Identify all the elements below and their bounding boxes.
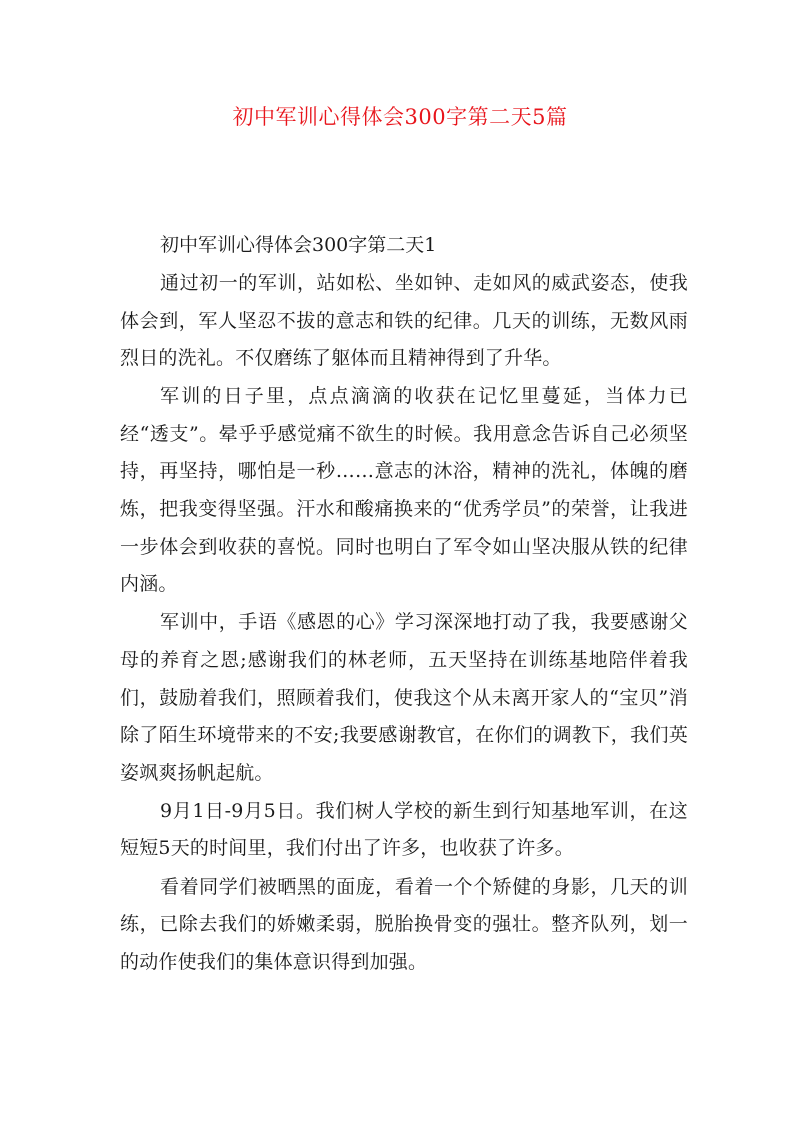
paragraph-4: 9月1日-9月5日。我们树人学校的新生到行知基地军训，在这短短5天的时间里，我们付出了许多，也收获了许多。 xyxy=(120,799,688,860)
paragraph-1: 通过初一的军训，站如松、坐如钟、走如风的威武姿态，使我体会到，军人坚忍不拔的意志和铁的纪律。几天的训练，无数风雨烈日的洗礼。不仅磨练了躯体而且精神得到了升华。 xyxy=(120,272,688,370)
paragraph-3: 军训中，手语《感恩的心》学习深深地打动了我，我要感谢父母的养育之恩;感谢我们的林老师，五天坚持在训练基地陪伴着我们，鼓励着我们，照顾着我们，使我这个从未离开家人的“宝贝”消除了陌生环境带来的不安;我要感谢教官，在你们的调教下，我们英姿飒爽扬帆起航。 xyxy=(120,611,688,784)
document-title: 初中军训心得体会300字第二天5篇 xyxy=(232,105,568,129)
paragraph-2: 军训的日子里，点点滴滴的收获在记忆里蔓延，当体力已经“透支”。晕乎乎感觉痛不欲生的时候。我用意念告诉自己必须坚持，再坚持，哪怕是一秒……意志的沐浴，精神的洗礼，体魄的磨炼，把我变得坚强。汗水和酸痛换来的“优秀学员”的荣誉，让我进一步体会到收获的喜悦。同时也明白了军令如山坚决服从铁的纪律内涵。 xyxy=(120,385,688,596)
section-heading: 初中军训心得体会300字第二天1 xyxy=(160,234,437,256)
paragraph-5: 看着同学们被晒黑的面庞，看着一个个矫健的身影，几天的训练，已除去我们的娇嫩柔弱，脱胎换骨变的强壮。整齐队列，划一的动作使我们的集体意识得到加强。 xyxy=(120,875,688,973)
document-body xyxy=(120,226,688,981)
